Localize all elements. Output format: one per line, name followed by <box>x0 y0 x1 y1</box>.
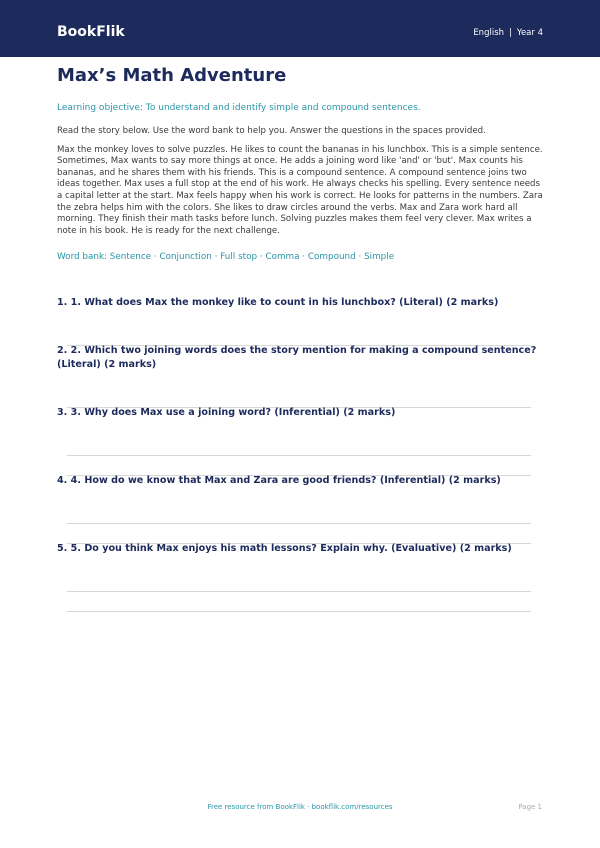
question-1: 1. 1. What does Max the monkey like to count in his lunchbox? (Literal) (2 marks) <box>57 297 499 308</box>
word-bank: Word bank: Sentence · Conjunction · Full stop · Comma · Compound · Simple <box>57 252 395 263</box>
question-2: 2. 2. Which two joining words does the story mention for making a compound sentence? (Literal) (2 marks) <box>57 345 537 370</box>
page-number: Page 1 <box>518 803 542 811</box>
answer-line[interactable] <box>67 591 531 592</box>
answer-line[interactable] <box>67 611 531 612</box>
answer-line[interactable] <box>67 455 531 456</box>
learning-objective: Learning objective: To understand and identify simple and compound sentences. <box>57 103 421 113</box>
header-meta <box>473 28 543 38</box>
subject-label: English <box>473 28 505 38</box>
question-5: 5. 5. Do you think Max enjoys his math lessons? Explain why. (Evaluative) (2 marks) <box>57 543 512 554</box>
page-title: Max’s Math Adventure <box>57 65 287 86</box>
instructions: Read the story below. Use the word bank to help you. Answer the questions in the spaces provided. <box>57 126 486 136</box>
question-3: 3. 3. Why does Max use a joining word? (Inferential) (2 marks) <box>57 407 396 418</box>
brand-logo: BookFlik <box>57 24 125 40</box>
footer-link[interactable]: Free resource from BookFlik · bookflik.com/resources <box>207 803 393 811</box>
question-4: 4. 4. How do we know that Max and Zara are good friends? (Inferential) (2 marks) <box>57 475 501 486</box>
story-text: Max the monkey loves to solve puzzles. He likes to count the bananas in his lunchbox. This is a simple sentence. Sometimes, Max wants to say more things at once. He adds a joining word like 'and' or 'but'. Max counts his bananas, and he shares them with his friends. This is a compound sentence. A compound sentence joins two ideas together. Max uses a full stop at the end of his work. He always checks his spelling. Every sentence needs a capital letter at the start. Max feels happy when his work is correct. He looks for patterns in the numbers. Zara the zebra helps him with the colors. She likes to draw circles around the verbs. Max and Zara work hard all morning. They finish their math tasks before lunch. Solving puzzles makes them feel very clever. Max writes a note in his book. He is ready for the next challenge. <box>57 144 543 236</box>
year-label: Year 4 <box>516 28 543 38</box>
answer-line[interactable] <box>67 523 531 524</box>
header-separator: | <box>509 28 512 38</box>
page-header <box>0 0 600 57</box>
worksheet-body <box>57 65 543 263</box>
